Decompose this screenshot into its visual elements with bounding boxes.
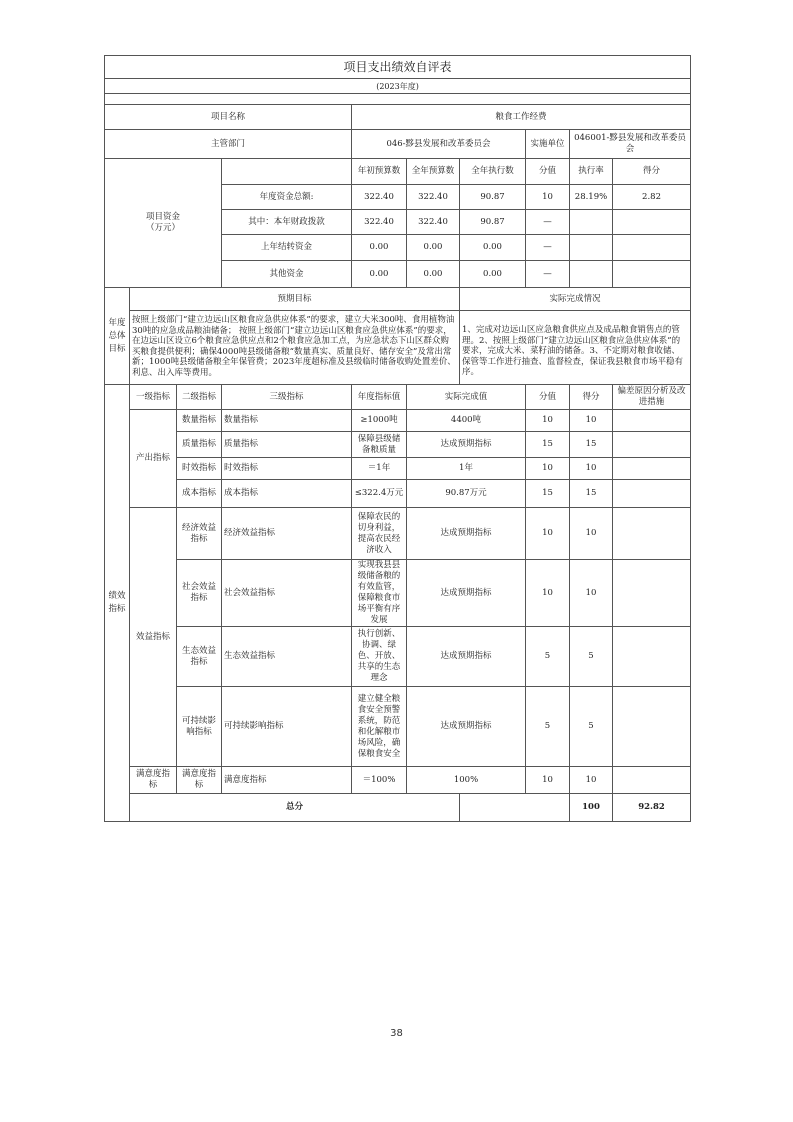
actual-cell: 90.87万元	[407, 480, 526, 508]
actual-cell: 达成预期指标	[407, 560, 526, 627]
weight-cell: 15	[526, 480, 570, 508]
total-score: 92.82	[613, 794, 691, 822]
actual-goal-text: 1、完成对边远山区应急粮食供应点及成品粮食销售点的管理。2、按照上级部门“建立边远山区粮食应急供应体系”的要求，完成大米、菜籽油的储备。3、不定期对粮食收储、保管等工作进行抽查、监督检查，保证我县粮食市场平稳有序。	[460, 311, 691, 385]
level2-cell: 经济效益指标	[177, 508, 222, 560]
funds-cell: 322.40	[407, 185, 460, 210]
funds-cell: —	[526, 210, 570, 235]
weight-cell: 10	[526, 410, 570, 432]
goals-section-label: 年度总体目标	[105, 288, 130, 385]
indicator-header: 偏差原因分析及改进措施	[613, 385, 691, 410]
target-cell: 实现我县县级储备粮的有效监管，保障粮食市场平衡有序发展	[352, 560, 407, 627]
funds-cell	[613, 261, 691, 288]
target-cell: 建立健全粮食安全预警系统，防范和化解粮市场风险，确保粮食安全	[352, 687, 407, 767]
weight-cell: 5	[526, 687, 570, 767]
funds-cell: —	[526, 235, 570, 261]
funds-row-label: 其中：本年财政拨款	[222, 210, 352, 235]
output-indicator-label: 产出指标	[130, 410, 177, 508]
score-cell: 10	[570, 767, 613, 794]
funds-cell: 10	[526, 185, 570, 210]
score-cell: 10	[570, 508, 613, 560]
benefit-indicator-label: 效益指标	[130, 508, 177, 767]
weight-cell: 10	[526, 458, 570, 480]
funds-cell	[613, 210, 691, 235]
evaluation-table	[104, 55, 691, 822]
funds-cell	[613, 235, 691, 261]
level2-cell: 质量指标	[177, 432, 222, 458]
level3-cell: 时效指标	[222, 458, 352, 480]
level2-cell: 成本指标	[177, 480, 222, 508]
deviation-cell	[613, 767, 691, 794]
funds-cell: 0.00	[407, 261, 460, 288]
deviation-cell	[613, 508, 691, 560]
spacer-row	[105, 94, 691, 105]
actual-cell: 达成预期指标	[407, 687, 526, 767]
level3-cell: 质量指标	[222, 432, 352, 458]
indicator-header: 二级指标	[177, 385, 222, 410]
sheet-title: 项目支出绩效自评表	[105, 56, 691, 79]
actual-goal-header: 实际完成情况	[460, 288, 691, 311]
indicator-header: 实际完成值	[407, 385, 526, 410]
sheet-year: (2023年度)	[105, 79, 691, 94]
level3-cell: 社会效益指标	[222, 560, 352, 627]
level2-cell: 社会效益指标	[177, 560, 222, 627]
actual-cell: 4400吨	[407, 410, 526, 432]
actual-cell: 1年	[407, 458, 526, 480]
actual-cell: 达成预期指标	[407, 508, 526, 560]
deviation-cell	[613, 560, 691, 627]
actual-cell: 100%	[407, 767, 526, 794]
funds-row-label: 其他资金	[222, 261, 352, 288]
level3-cell: 生态效益指标	[222, 627, 352, 687]
total-weight: 100	[570, 794, 613, 822]
funds-section-label: 项目资金 （万元）	[105, 159, 222, 288]
weight-cell: 5	[526, 627, 570, 687]
funds-cell	[570, 210, 613, 235]
level2-cell: 时效指标	[177, 458, 222, 480]
level2-cell: 生态效益指标	[177, 627, 222, 687]
target-cell: ＝1年	[352, 458, 407, 480]
score-cell: 5	[570, 627, 613, 687]
score-cell: 15	[570, 432, 613, 458]
dept-value: 046-黟县发展和改革委员会	[352, 130, 526, 159]
target-cell: 保障县级储备粮质量	[352, 432, 407, 458]
indicator-header: 三级指标	[222, 385, 352, 410]
level3-cell: 经济效益指标	[222, 508, 352, 560]
funds-cell: 90.87	[460, 210, 526, 235]
actual-cell: 达成预期指标	[407, 627, 526, 687]
indicator-header: 分值	[526, 385, 570, 410]
funds-header: 全年执行数	[460, 159, 526, 185]
deviation-cell	[613, 458, 691, 480]
project-name-value: 粮食工作经费	[352, 105, 691, 130]
indicator-header: 一级指标	[130, 385, 177, 410]
weight-cell: 10	[526, 767, 570, 794]
impl-value: 046001-黟县发展和改革委员会	[570, 130, 691, 159]
impl-label: 实施单位	[526, 130, 570, 159]
deviation-cell	[613, 687, 691, 767]
indicator-header: 年度指标值	[352, 385, 407, 410]
funds-cell	[570, 235, 613, 261]
funds-cell: 90.87	[460, 185, 526, 210]
funds-cell: 0.00	[460, 261, 526, 288]
score-cell: 10	[570, 560, 613, 627]
project-name-label: 项目名称	[105, 105, 352, 130]
funds-cell: 2.82	[613, 185, 691, 210]
weight-cell: 15	[526, 432, 570, 458]
funds-header: 年初预算数	[352, 159, 407, 185]
funds-cell: 0.00	[352, 261, 407, 288]
funds-cell: 0.00	[352, 235, 407, 261]
funds-row-label: 上年结转资金	[222, 235, 352, 261]
score-cell: 10	[570, 410, 613, 432]
target-cell: 执行创新、协调、绿色、开放、共享的生态理念	[352, 627, 407, 687]
target-cell: ≤322.4万元	[352, 480, 407, 508]
funds-cell: —	[526, 261, 570, 288]
indicators-section-label: 绩效指标	[105, 385, 130, 822]
weight-cell: 10	[526, 560, 570, 627]
total-label: 总分	[130, 794, 460, 822]
funds-header: 分值	[526, 159, 570, 185]
level3-cell: 可持续影响指标	[222, 687, 352, 767]
target-cell: 保障农民的切身利益，提高农民经济收入	[352, 508, 407, 560]
dept-label: 主管部门	[105, 130, 352, 159]
level2-cell: 可持续影响指标	[177, 687, 222, 767]
actual-cell: 达成预期指标	[407, 432, 526, 458]
funds-header: 得分	[613, 159, 691, 185]
level3-cell: 满意度指标	[222, 767, 352, 794]
indicator-header: 得分	[570, 385, 613, 410]
funds-header: 执行率	[570, 159, 613, 185]
expected-goal-header: 预期目标	[130, 288, 460, 311]
deviation-cell	[613, 627, 691, 687]
total-blank	[460, 794, 570, 822]
funds-cell: 322.40	[352, 185, 407, 210]
score-cell: 15	[570, 480, 613, 508]
funds-cell: 0.00	[407, 235, 460, 261]
expected-goal-text: 按照上级部门“建立边远山区粮食应急供应体系”的要求，建立大米300吨、食用植物油30吨的应急成品粮油储备； 按照上级部门“建立边远山区粮食应急供应体系”的要求，在边远山区设立6个粮食应急供应点和2个粮食应急加工点，为应急状态下山区群众购买粮食提供便利；确保4000吨县级储备粮“数量真实、质量良好、储存安全”及常出常新；1000吨县级储备粮全年保管费；2023年度超标准及县级临时储备收购处置差价、利息、出入库等费用。	[130, 311, 460, 385]
funds-header: 全年预算数	[407, 159, 460, 185]
target-cell: ＝100%	[352, 767, 407, 794]
score-cell: 5	[570, 687, 613, 767]
deviation-cell	[613, 480, 691, 508]
level2-cell: 数量指标	[177, 410, 222, 432]
funds-cell: 0.00	[460, 235, 526, 261]
funds-cell	[570, 261, 613, 288]
page-number: 38	[390, 1028, 403, 1039]
funds-cell: 28.19%	[570, 185, 613, 210]
satisfaction-indicator-label: 满意度指标	[130, 767, 177, 794]
level3-cell: 成本指标	[222, 480, 352, 508]
funds-header-blank	[222, 159, 352, 185]
funds-cell: 322.40	[352, 210, 407, 235]
funds-cell: 322.40	[407, 210, 460, 235]
evaluation-sheet	[104, 55, 690, 822]
deviation-cell	[613, 432, 691, 458]
deviation-cell	[613, 410, 691, 432]
level3-cell: 数量指标	[222, 410, 352, 432]
weight-cell: 10	[526, 508, 570, 560]
target-cell: ≥1000吨	[352, 410, 407, 432]
level2-cell: 满意度指标	[177, 767, 222, 794]
funds-row-label: 年度资金总额:	[222, 185, 352, 210]
score-cell: 10	[570, 458, 613, 480]
